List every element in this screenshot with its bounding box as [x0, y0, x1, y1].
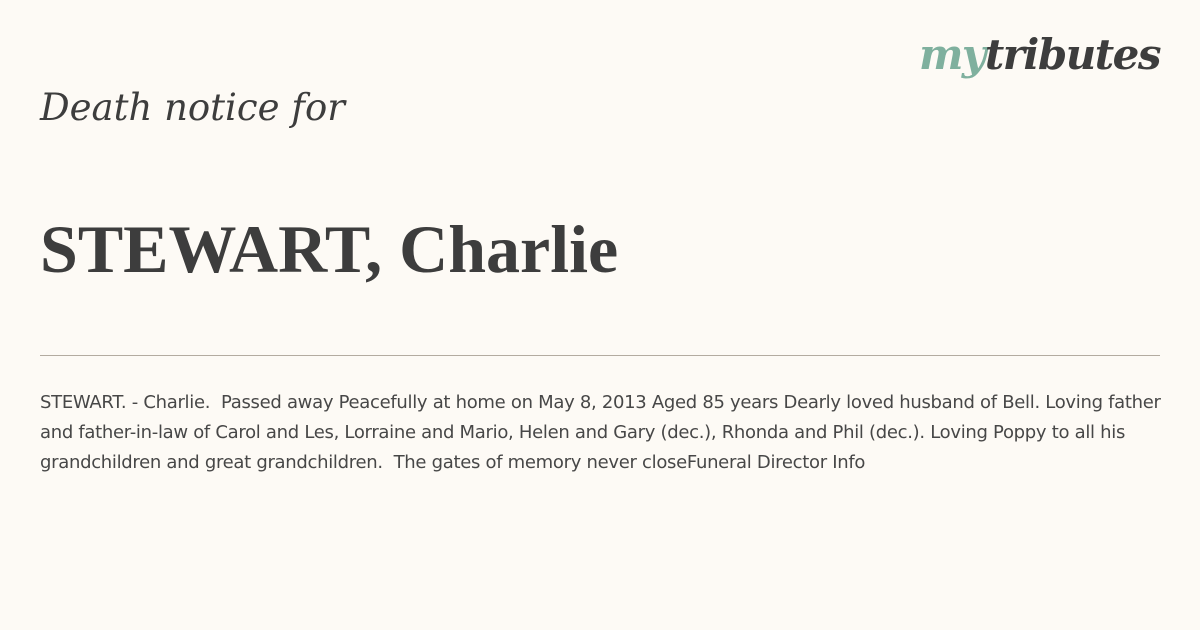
deceased-name: STEWART, Charlie [40, 211, 619, 287]
logo-my-text: my [918, 30, 985, 79]
notice-heading: Death notice for [40, 86, 345, 129]
notice-body: STEWART. - Charlie. Passed away Peacefully at home on May 8, 2013 Aged 85 years Dearly loved husband of Bell. Loving father and father-in-law of Carol and Les, Lorraine and Mario, Helen and Gary (dec.), Rhonda and Phil (dec.). Loving Poppy to all his grandchildren and great grandchildren. The gates of memory never closeFuneral Director Info [40, 392, 1167, 473]
logo-tributes-text: tributes [984, 30, 1160, 79]
divider [40, 355, 1160, 356]
mytributes-logo[interactable] [918, 30, 1160, 79]
